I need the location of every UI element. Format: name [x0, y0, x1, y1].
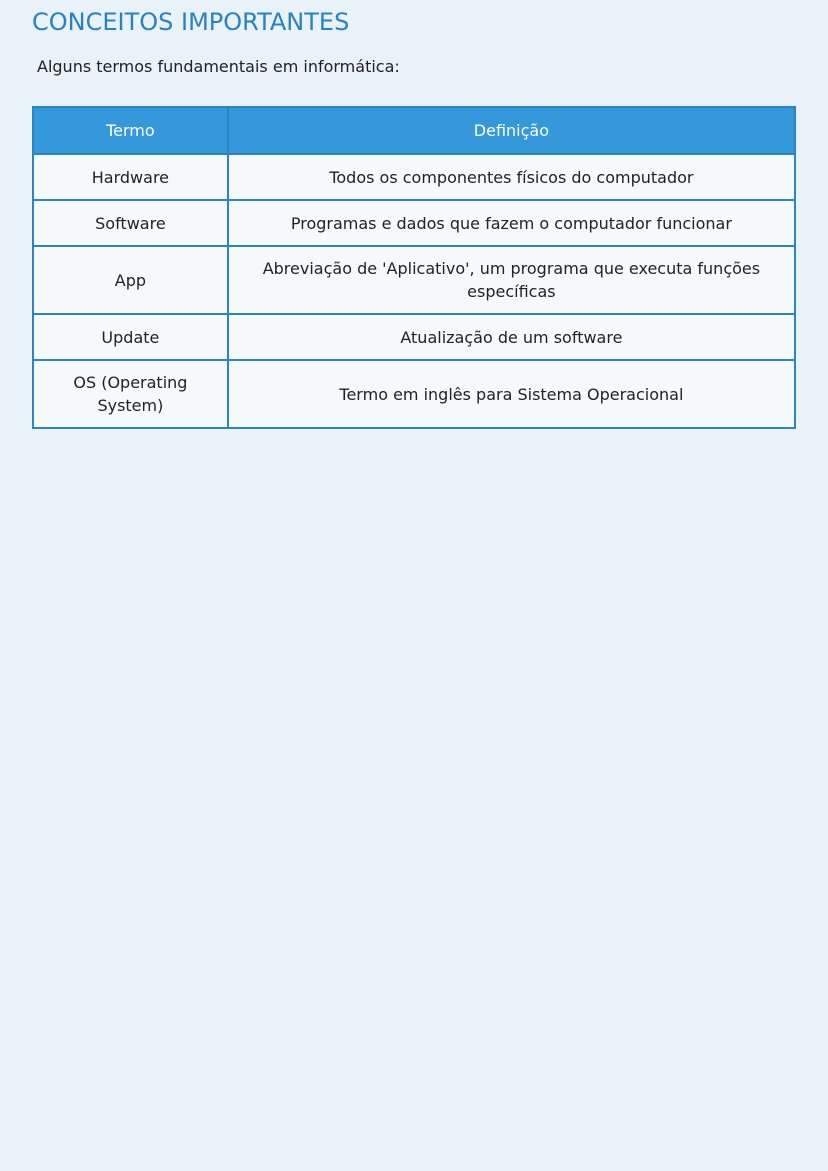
term-cell: App: [33, 246, 228, 314]
term-cell: Hardware: [33, 154, 228, 200]
definition-cell: Atualização de um software: [228, 314, 795, 360]
table-row: [33, 200, 795, 246]
table-row: [33, 246, 795, 314]
table-row: [33, 314, 795, 360]
table-row: [33, 360, 795, 428]
table-header-row: [33, 107, 795, 154]
column-header-definition: Definição: [228, 107, 795, 154]
term-cell: Software: [33, 200, 228, 246]
term-cell: Update: [33, 314, 228, 360]
definition-cell: Termo em inglês para Sistema Operacional: [228, 360, 795, 428]
term-cell: OS (Operating System): [33, 360, 228, 428]
definition-cell: Todos os componentes físicos do computador: [228, 154, 795, 200]
terms-table: [32, 106, 796, 429]
definition-cell: Programas e dados que fazem o computador funcionar: [228, 200, 795, 246]
table-row: [33, 154, 795, 200]
intro-text: Alguns termos fundamentais em informática:: [37, 57, 400, 76]
page-title: CONCEITOS IMPORTANTES: [32, 8, 350, 36]
definition-cell: Abreviação de 'Aplicativo', um programa que executa funções específicas: [228, 246, 795, 314]
column-header-term: Termo: [33, 107, 228, 154]
